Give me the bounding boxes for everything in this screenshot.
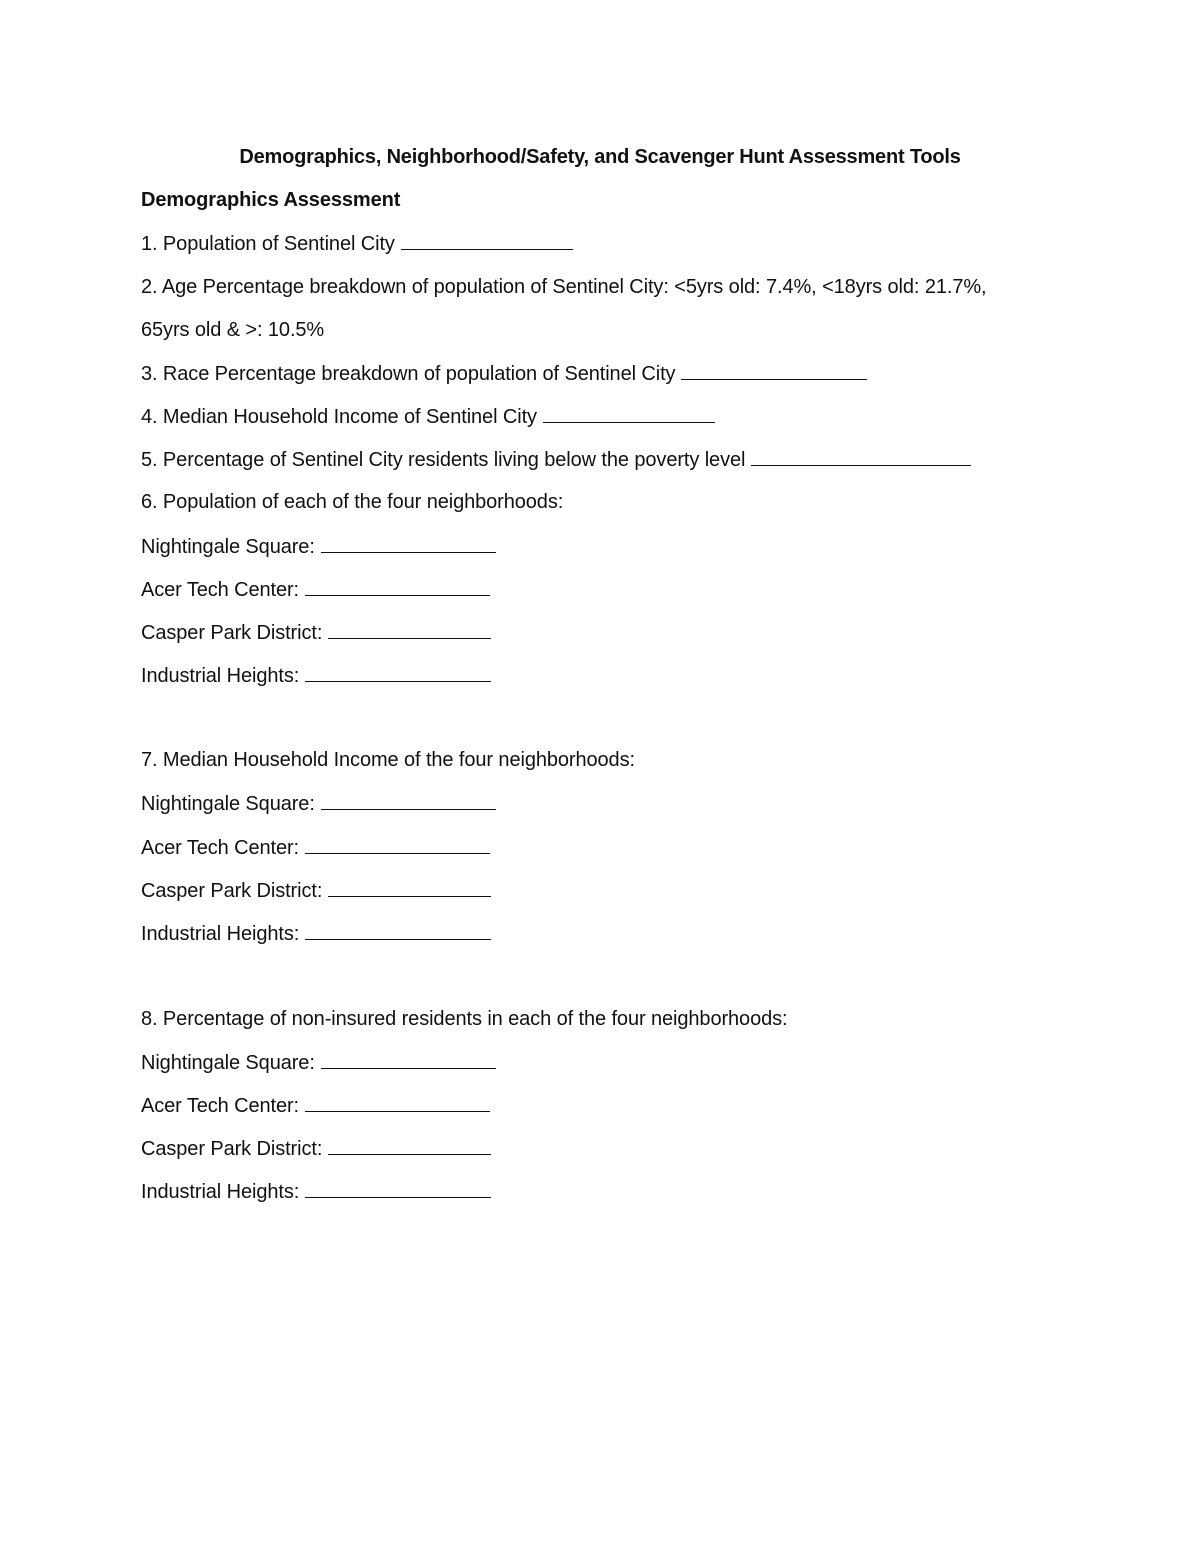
answer-blank[interactable]: [305, 921, 491, 940]
section-heading: Demographics Assessment: [141, 189, 401, 211]
neighborhood-label: Nightingale Square:: [141, 793, 315, 815]
q8-industrial-heights: [141, 1179, 491, 1204]
neighborhood-label: Industrial Heights:: [141, 1181, 300, 1203]
q7-casper-park-district: [141, 878, 491, 903]
neighborhood-label: Industrial Heights:: [141, 665, 300, 687]
answer-blank[interactable]: [328, 1136, 491, 1155]
neighborhood-label: Acer Tech Center:: [141, 579, 300, 601]
neighborhood-label: Acer Tech Center:: [141, 837, 300, 859]
question-4-text: 4. Median Household Income of Sentinel City: [141, 406, 537, 428]
question-1-text: 1. Population of Sentinel City: [141, 233, 395, 255]
answer-blank[interactable]: [321, 1050, 496, 1069]
question-5: [141, 447, 971, 472]
question-5-text: 5. Percentage of Sentinel City residents living below the poverty level: [141, 449, 746, 471]
question-7: 7. Median Household Income of the four neighborhoods:: [141, 749, 635, 771]
question-4: [141, 404, 715, 429]
question-2-line-2: 65yrs old & >: 10.5%: [141, 319, 325, 341]
answer-blank[interactable]: [751, 447, 971, 466]
answer-blank[interactable]: [328, 878, 491, 897]
q6-nightingale-square: [141, 534, 496, 559]
answer-blank[interactable]: [401, 231, 573, 250]
answer-blank[interactable]: [543, 404, 715, 423]
question-1: [141, 231, 573, 256]
q7-industrial-heights: [141, 921, 491, 946]
q6-casper-park-district: [141, 620, 491, 645]
question-3: [141, 361, 867, 386]
answer-blank[interactable]: [305, 663, 491, 682]
answer-blank[interactable]: [305, 577, 490, 596]
neighborhood-label: Nightingale Square:: [141, 536, 315, 558]
answer-blank[interactable]: [321, 791, 496, 810]
answer-blank[interactable]: [328, 620, 491, 639]
question-3-text: 3. Race Percentage breakdown of population of Sentinel City: [141, 363, 676, 385]
q6-industrial-heights: [141, 663, 491, 688]
question-8: 8. Percentage of non-insured residents in each of the four neighborhoods:: [141, 1008, 788, 1030]
answer-blank[interactable]: [305, 1093, 490, 1112]
neighborhood-label: Casper Park District:: [141, 1138, 323, 1160]
neighborhood-label: Casper Park District:: [141, 880, 323, 902]
neighborhood-label: Industrial Heights:: [141, 923, 300, 945]
q6-acer-tech-center: [141, 577, 490, 602]
q8-acer-tech-center: [141, 1093, 490, 1118]
answer-blank[interactable]: [681, 361, 867, 380]
answer-blank[interactable]: [305, 835, 490, 854]
q7-acer-tech-center: [141, 835, 490, 860]
q7-nightingale-square: [141, 791, 496, 816]
question-6: 6. Population of each of the four neighborhoods:: [141, 491, 564, 513]
q8-nightingale-square: [141, 1050, 496, 1075]
answer-blank[interactable]: [321, 534, 496, 553]
question-2-line-1: 2. Age Percentage breakdown of population of Sentinel City: <5yrs old: 7.4%, <18yrs old: 21.7%,: [141, 276, 987, 298]
neighborhood-label: Acer Tech Center:: [141, 1095, 300, 1117]
q8-casper-park-district: [141, 1136, 491, 1161]
neighborhood-label: Casper Park District:: [141, 622, 323, 644]
neighborhood-label: Nightingale Square:: [141, 1052, 315, 1074]
answer-blank[interactable]: [305, 1179, 491, 1198]
document-title: Demographics, Neighborhood/Safety, and Scavenger Hunt Assessment Tools: [239, 146, 961, 168]
